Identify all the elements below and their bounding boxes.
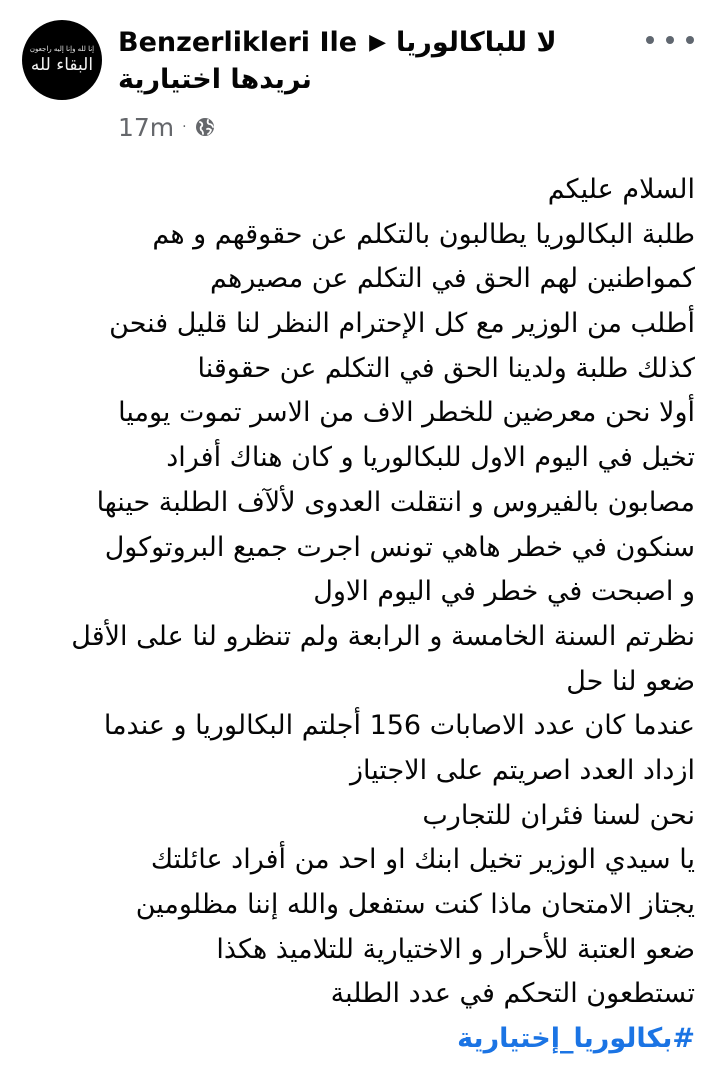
post-line: و اصبحت في خطر في اليوم الاول [313, 576, 695, 608]
post-body [15, 168, 695, 1062]
post-line: نحن لسنا فئران للتجارب [422, 799, 695, 831]
post-meta [118, 110, 215, 144]
post-line: تخيل في اليوم الاول للبكالوريا و كان هناك أفراد [166, 442, 695, 474]
post-line: ازداد العدد اصريتم على الاجتياز [349, 754, 695, 786]
dot-icon [666, 36, 674, 44]
share-arrow-icon: ▶ [369, 29, 386, 55]
post-line: نظرتم السنة الخامسة و الرابعة ولم تنظرو لنا على الأقل [71, 620, 695, 652]
post-line: مصابون بالفيروس و انتقلت العدوى لألآف الطلبة حينها [96, 486, 695, 518]
post-line: تستطعون التحكم في عدد الطلبة [330, 978, 695, 1010]
avatar-caption-large: البقاء لله [30, 55, 94, 75]
post-line: كمواطنين لهم الحق في التكلم عن مصيرهم [210, 263, 695, 295]
meta-separator: · [182, 119, 187, 135]
group-avatar[interactable] [22, 20, 102, 100]
group-name-part1[interactable]: لا للباكالوريا [396, 26, 557, 58]
post-timestamp[interactable]: 17m [118, 112, 175, 142]
post-line: كذلك طلبة ولدينا الحق في التكلم عن حقوقنا [197, 352, 695, 384]
post-line: سنكون في خطر هاهي تونس اجرت جميع البروتوكول [104, 531, 695, 563]
post-line: عندما كان عدد الاصابات 156 أجلتم البكالوريا و عندما [103, 710, 695, 742]
post-line: يجتاز الامتحان ماذا كنت ستفعل والله إننا مظلومين [135, 889, 695, 920]
post-line: أطلب من الوزير مع كل الإحترام النظر لنا قليل فنحن [109, 308, 695, 340]
more-options-icon[interactable] [646, 20, 694, 60]
author-name[interactable]: Benzerlikleri Ile [118, 26, 358, 58]
post-line: طلبة البكالوريا يطالبون بالتكلم عن حقوقهم و هم [152, 218, 695, 250]
post-line: ضعو العتبة للأحرار و الاختيارية للتلاميذ هكذا [216, 933, 695, 965]
globe-icon [195, 117, 215, 137]
dot-icon [686, 36, 694, 44]
post-line: ضعو لنا حل [566, 665, 695, 697]
hashtag-link[interactable]: #بكالوريا_إختيارية [457, 1023, 695, 1055]
post-line: السلام عليكم [547, 174, 695, 205]
post-line: أولا نحن معرضين للخطر الاف من الاسر تموت يوميا [118, 397, 695, 429]
post-line: يا سيدي الوزير تخيل ابنك او احد من أفراد عائلتك [150, 844, 695, 876]
avatar-caption-small: إنا لله وإنا إليه راجعون [29, 45, 95, 53]
group-name-part2[interactable]: نريدها اختيارية [118, 63, 312, 95]
dot-icon [646, 36, 654, 44]
